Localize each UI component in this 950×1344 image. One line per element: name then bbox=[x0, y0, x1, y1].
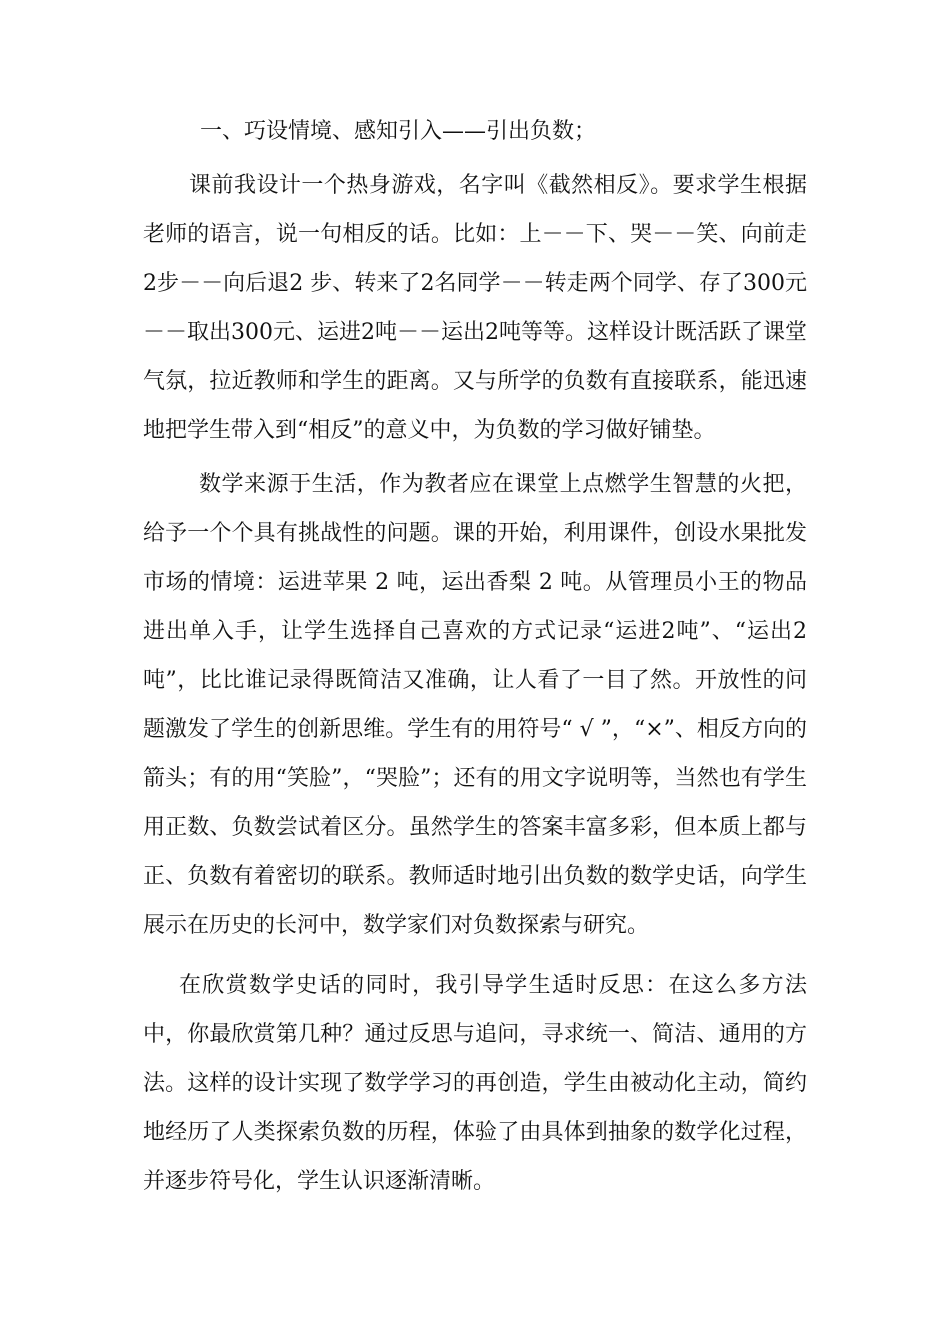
paragraph-reflection: 在欣赏数学史话的同时，我引导学生适时反思：在这么多方法中，你最欣赏第几种？通过反思与追问，寻求统一、简洁、通用的方法。这样的设计实现了数学学习的再创造，学生由被动化主动，简约地经历了人类探索负数的历程，体验了由具体到抽象的数学化过程，并逐步符号化，学生认识逐渐清晰。 bbox=[143, 973, 807, 1194]
paragraph-fruit-market: 数学来源于生活，作为教者应在课堂上点燃学生智慧的火把，给予一个个具有挑战性的问题。课的开始，利用课件，创设水果批发市场的情境：运进苹果 2 吨，运出香梨 2 吨。从管理员小王的物品进出单入手，让学生选择自己喜欢的方式记录“运进2吨”、“运出2吨”，比比谁记录得既简洁又准确，让人看了一目了然。开放性的问题激发了学生的创新思维。学生有的用符号“ √ ”，“×”、相反方向的箭头；有的用“笑脸”，“哭脸”；还有的用文字说明等，当然也有学生用正数、负数尝试着区分。虽然学生的答案丰富多彩，但本质上都与正、负数有着密切的联系。教师适时地引出负数的数学史话，向学生展示在历史的长河中，数学家们对负数探索与研究。 bbox=[143, 472, 807, 938]
paragraph-warmup-game: 课前我设计一个热身游戏，名字叫《截然相反》。要求学生根据老师的语言，说一句相反的话。比如：上－－下、哭－－笑、向前走2步－－向后退2 步、转来了2名同学－－转走两个同学、存了300元－－取出300元、运进2吨－－运出2吨等等。这样设计既活跃了课堂气氛，拉近教师和学生的距离。又与所学的负数有直接联系，能迅速地把学生带入到“相反”的意义中，为负数的学习做好铺垫。 bbox=[143, 173, 807, 443]
section-heading: 一、巧设情境、感知引入——引出负数； bbox=[200, 119, 597, 144]
